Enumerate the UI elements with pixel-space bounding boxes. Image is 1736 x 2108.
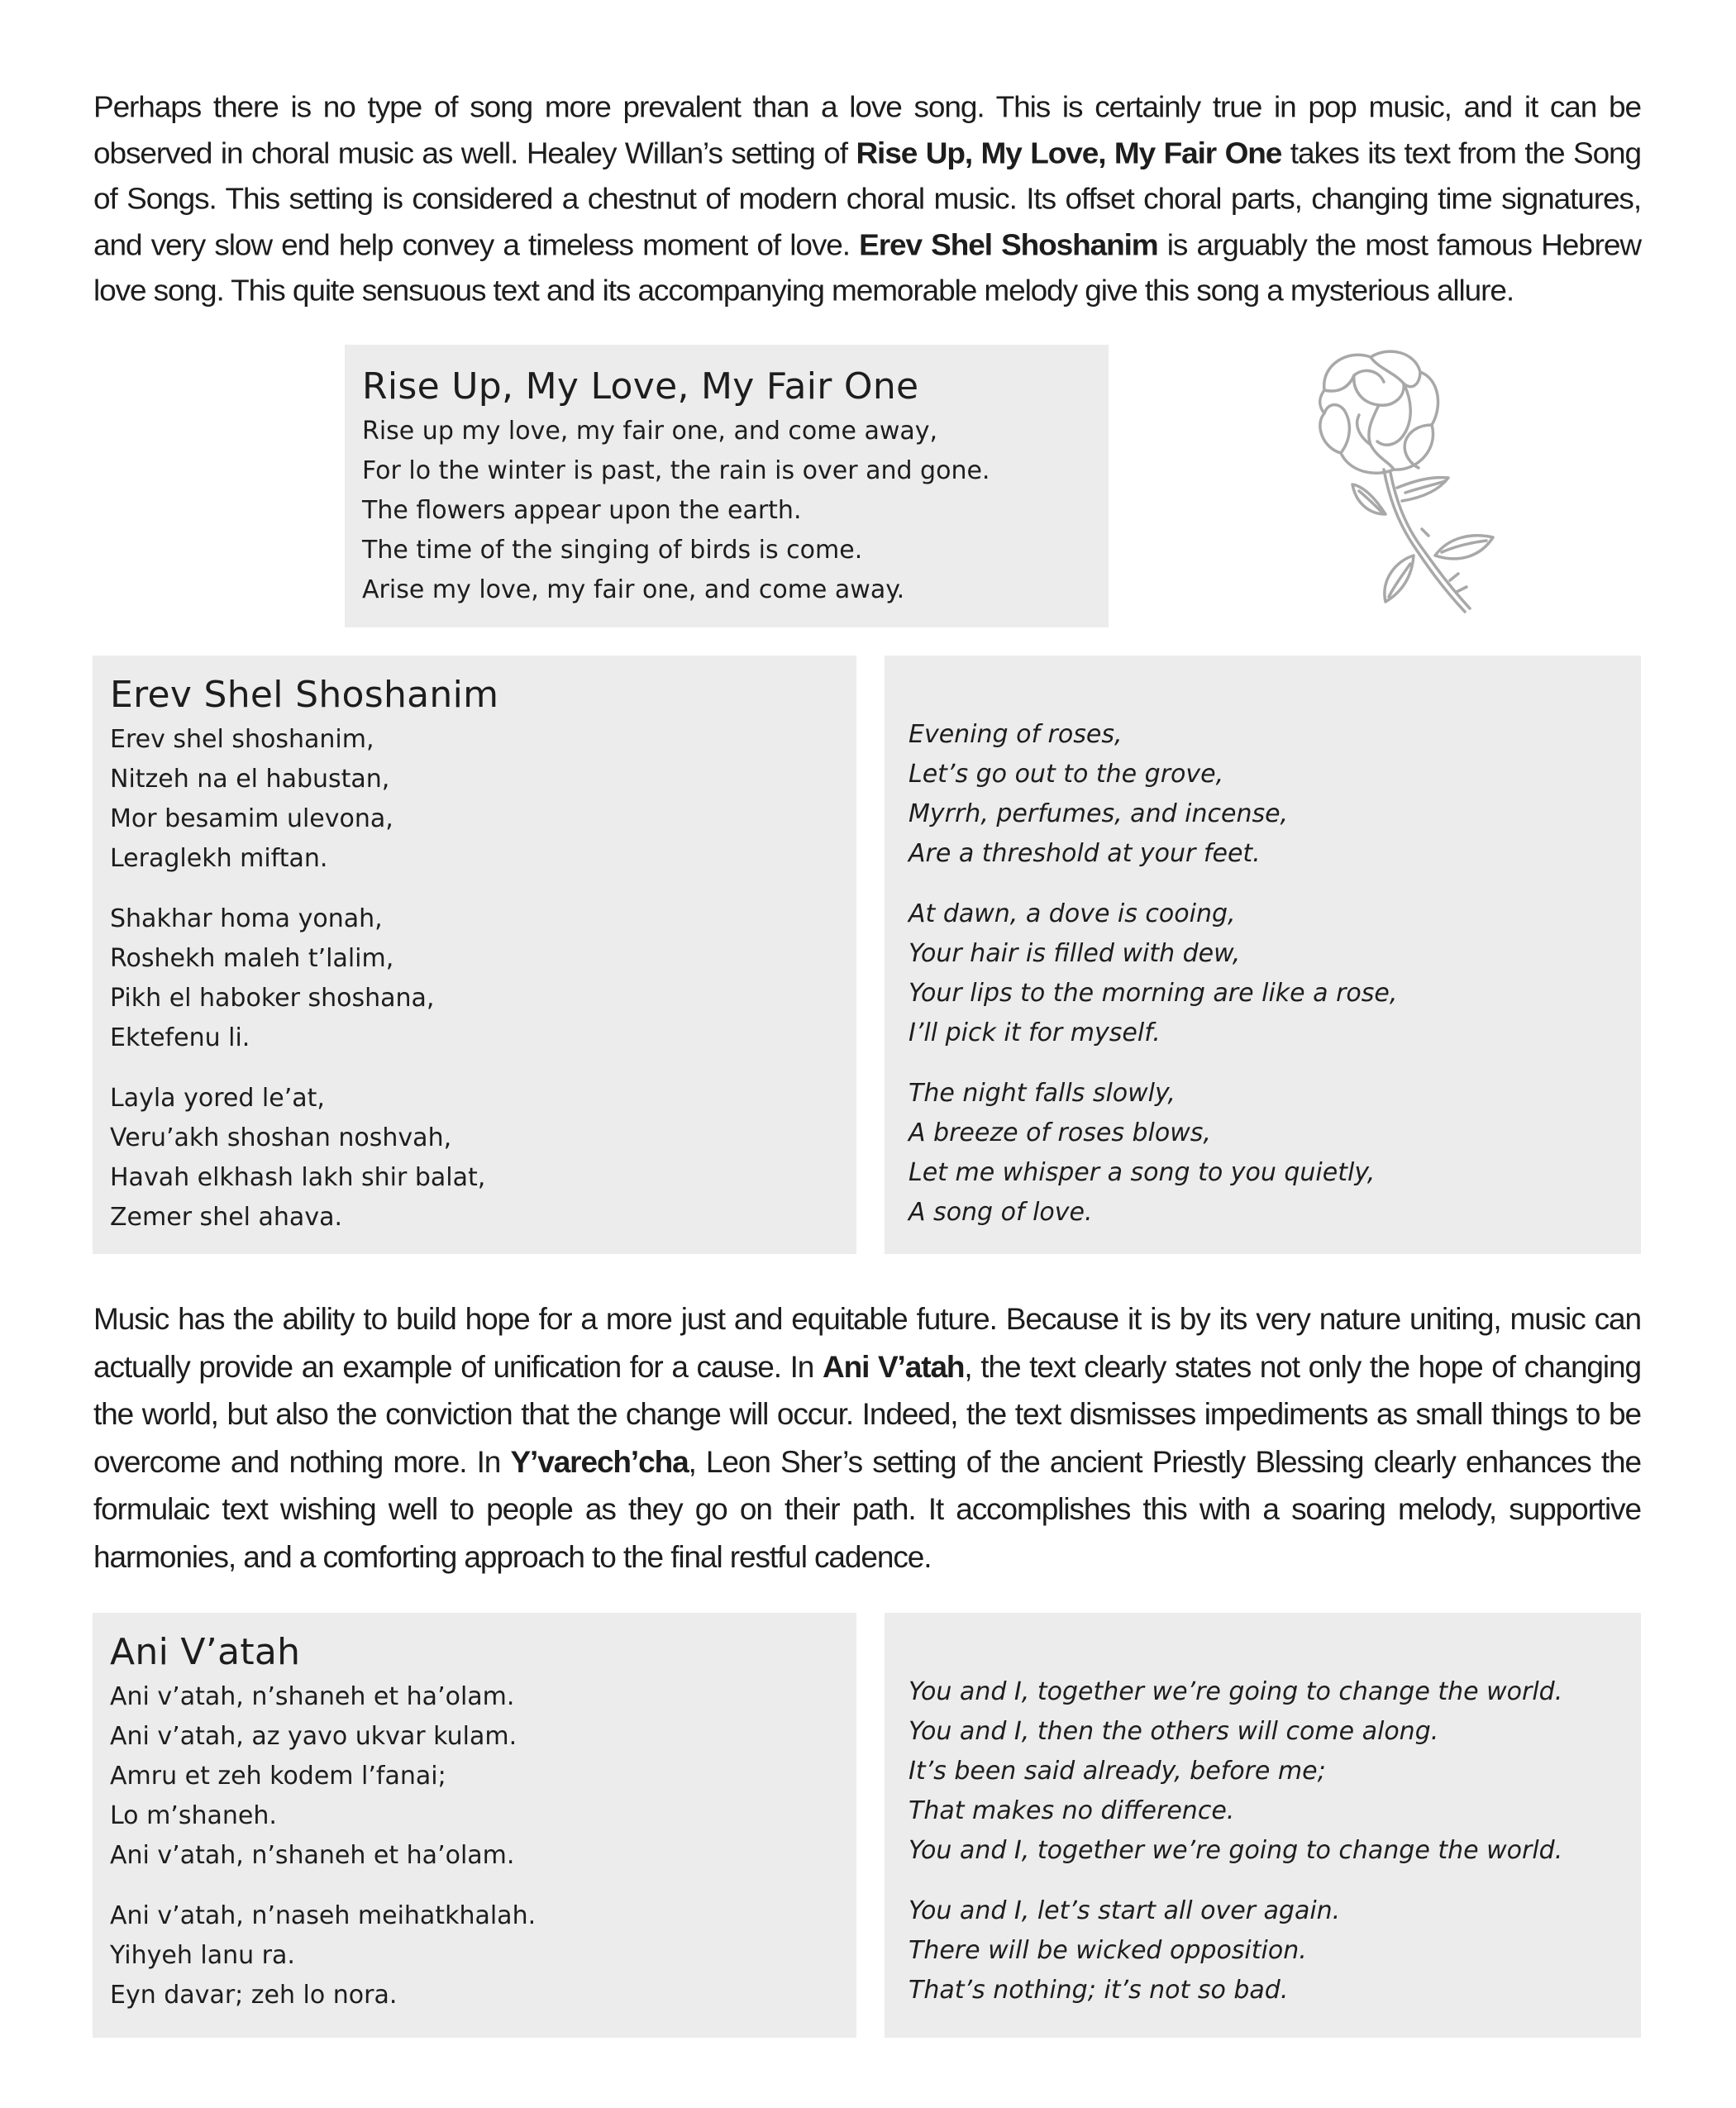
middle-bold-yvarechcha: Y’varech’cha [510, 1444, 689, 1479]
lyric-line: I’ll pick it for myself. [909, 1018, 1161, 1047]
lyric-line: Ektefenu li. [110, 1023, 250, 1052]
stanza [110, 1079, 498, 1238]
rise-up-lines [362, 412, 990, 610]
lyric-line: The time of the singing of birds is come. [362, 536, 863, 565]
lyric-line: You and I, together we’re going to change the world. [909, 1677, 1563, 1706]
lyric-line: That makes no difference. [909, 1796, 1235, 1825]
lyric-line: Ani v’atah, az yavo ukvar kulam. [110, 1722, 517, 1751]
erev-hebrew-box [93, 656, 856, 1254]
stanza [110, 1896, 536, 2015]
lyric-line: Layla yored le’at, [110, 1084, 325, 1113]
intro-bold-rise-up: Rise Up, My Love, My Fair One [856, 136, 1282, 169]
middle-paragraph [93, 1295, 1641, 1581]
lyric-line: Zemer shel ahava. [110, 1203, 342, 1232]
lyric-line: Eyn davar; zeh lo nora. [110, 1981, 398, 2010]
ani-hebrew-lines [110, 1677, 536, 2015]
lyric-line: That’s nothing; it’s not so bad. [909, 1976, 1289, 2005]
stanza [909, 1891, 1562, 2010]
ani-english-lines [909, 1672, 1562, 2010]
lyric-line: You and I, then the others will come along. [909, 1717, 1439, 1746]
lyric-line: A song of love. [909, 1198, 1093, 1227]
rose-illustration-icon [1273, 339, 1505, 616]
lyric-line: There will be wicked opposition. [909, 1936, 1307, 1965]
lyric-line: Yihyeh lanu ra. [110, 1941, 295, 1970]
lyric-line: A breeze of roses blows, [909, 1118, 1211, 1147]
middle-bold-ani-vatah: Ani V’atah [822, 1349, 965, 1384]
lyric-line: Amru et zeh kodem l’fanai; [110, 1762, 446, 1791]
lyric-line: Roshekh maleh t’lalim, [110, 944, 394, 973]
lyric-line: Let’s go out to the grove, [909, 760, 1224, 789]
intro-bold-erev: Erev Shel Shoshanim [859, 228, 1158, 261]
lyric-line: Lo m’shaneh. [110, 1801, 277, 1830]
lyric-line: Nitzeh na el habustan, [110, 765, 390, 794]
lyric-line: You and I, together we’re going to change the world. [909, 1836, 1563, 1865]
stanza [110, 1677, 536, 1876]
lyric-line: Pikh el haboker shoshana, [110, 984, 435, 1013]
lyric-line: Erev shel shoshanim, [110, 725, 374, 754]
lyric-line: Ani v’atah, n’naseh meihatkhalah. [110, 1901, 537, 1930]
lyric-line: Myrrh, perfumes, and incense, [909, 799, 1289, 828]
stanza [909, 894, 1397, 1053]
erev-title: Erev Shel Shoshanim [110, 674, 499, 716]
lyric-line: You and I, let’s start all over again. [909, 1896, 1341, 1925]
erev-hebrew-lines [110, 720, 498, 1238]
lyric-line: At dawn, a dove is cooing, [909, 899, 1236, 928]
lyric-line: Ani v’atah, n’shaneh et ha’olam. [110, 1841, 515, 1870]
lyric-line: Rise up my love, my fair one, and come away, [362, 417, 938, 446]
middle-text-2: , the text clearly states not only the hope of changing the world, but also the conviction that the change will occur. Indeed, the text dismisses impediments as small things to be overcome and nothing more. In [93, 1349, 1641, 1479]
ani-english-box [885, 1613, 1641, 2038]
lyric-line: Leraglekh miftan. [110, 844, 328, 873]
lyric-line: Your hair is filled with dew, [909, 939, 1241, 968]
erev-english-lines [909, 715, 1397, 1233]
lyric-line: Your lips to the morning are like a rose, [909, 979, 1398, 1008]
intro-text-1: Perhaps there is no type of song more prevalent than a love song. This is certainly true in pop music, and it can be observed in choral music as well. Healey Willan’s setting of [93, 90, 1641, 169]
ani-title: Ani V’atah [110, 1631, 301, 1673]
lyric-line: Evening of roses, [909, 720, 1123, 749]
lyric-line: The night falls slowly, [909, 1079, 1176, 1108]
lyric-line: The flowers appear upon the earth. [362, 496, 802, 525]
erev-english-box [885, 656, 1641, 1254]
lyric-line: Let me whisper a song to you quietly, [909, 1158, 1376, 1187]
stanza [110, 899, 498, 1058]
ani-hebrew-box [93, 1613, 856, 2038]
lyric-line: Arise my love, my fair one, and come away. [362, 575, 905, 604]
rise-up-lyrics-box [345, 345, 1109, 627]
middle-text-1: Music has the ability to build hope for a more just and equitable future. Because it is by its very nature uniting, music can actually provide an example of unification for a cause. In [93, 1302, 1641, 1384]
intro-paragraph [93, 84, 1641, 314]
stanza [909, 1074, 1397, 1233]
stanza [909, 715, 1397, 874]
lyric-line: Veru’akh shoshan noshvah, [110, 1123, 452, 1152]
lyric-line: Shakhar homa yonah, [110, 904, 383, 933]
lyric-line: It’s been said already, before me; [909, 1757, 1326, 1786]
stanza [110, 720, 498, 879]
lyric-line: Mor besamim ulevona, [110, 804, 393, 833]
stanza [909, 1672, 1562, 1871]
rise-up-title: Rise Up, My Love, My Fair One [362, 365, 919, 408]
intro-text-2: takes its text from the Song of Songs. This setting is considered a chestnut of modern choral music. Its offset choral parts, changing time signatures, and very slow end help convey a timeless moment of love. [93, 136, 1642, 261]
middle-text-3: , Leon Sher’s setting of the ancient Priestly Blessing clearly enhances the formulaic text wishing well to people as they go on their path. It accomplishes this with a soaring melody, supportive harmonies, and a comforting approach to the final restful cadence. [93, 1444, 1641, 1574]
intro-text-3: is arguably the most famous Hebrew love song. This quite sensuous text and its accompanying memorable melody give this song a mysterious allure. [93, 228, 1641, 308]
lyric-line: Ani v’atah, n’shaneh et ha’olam. [110, 1682, 515, 1711]
lyric-line: Are a threshold at your feet. [909, 839, 1261, 868]
lyric-line: Havah elkhash lakh shir balat, [110, 1163, 486, 1192]
lyric-line: For lo the winter is past, the rain is over and gone. [362, 456, 990, 485]
